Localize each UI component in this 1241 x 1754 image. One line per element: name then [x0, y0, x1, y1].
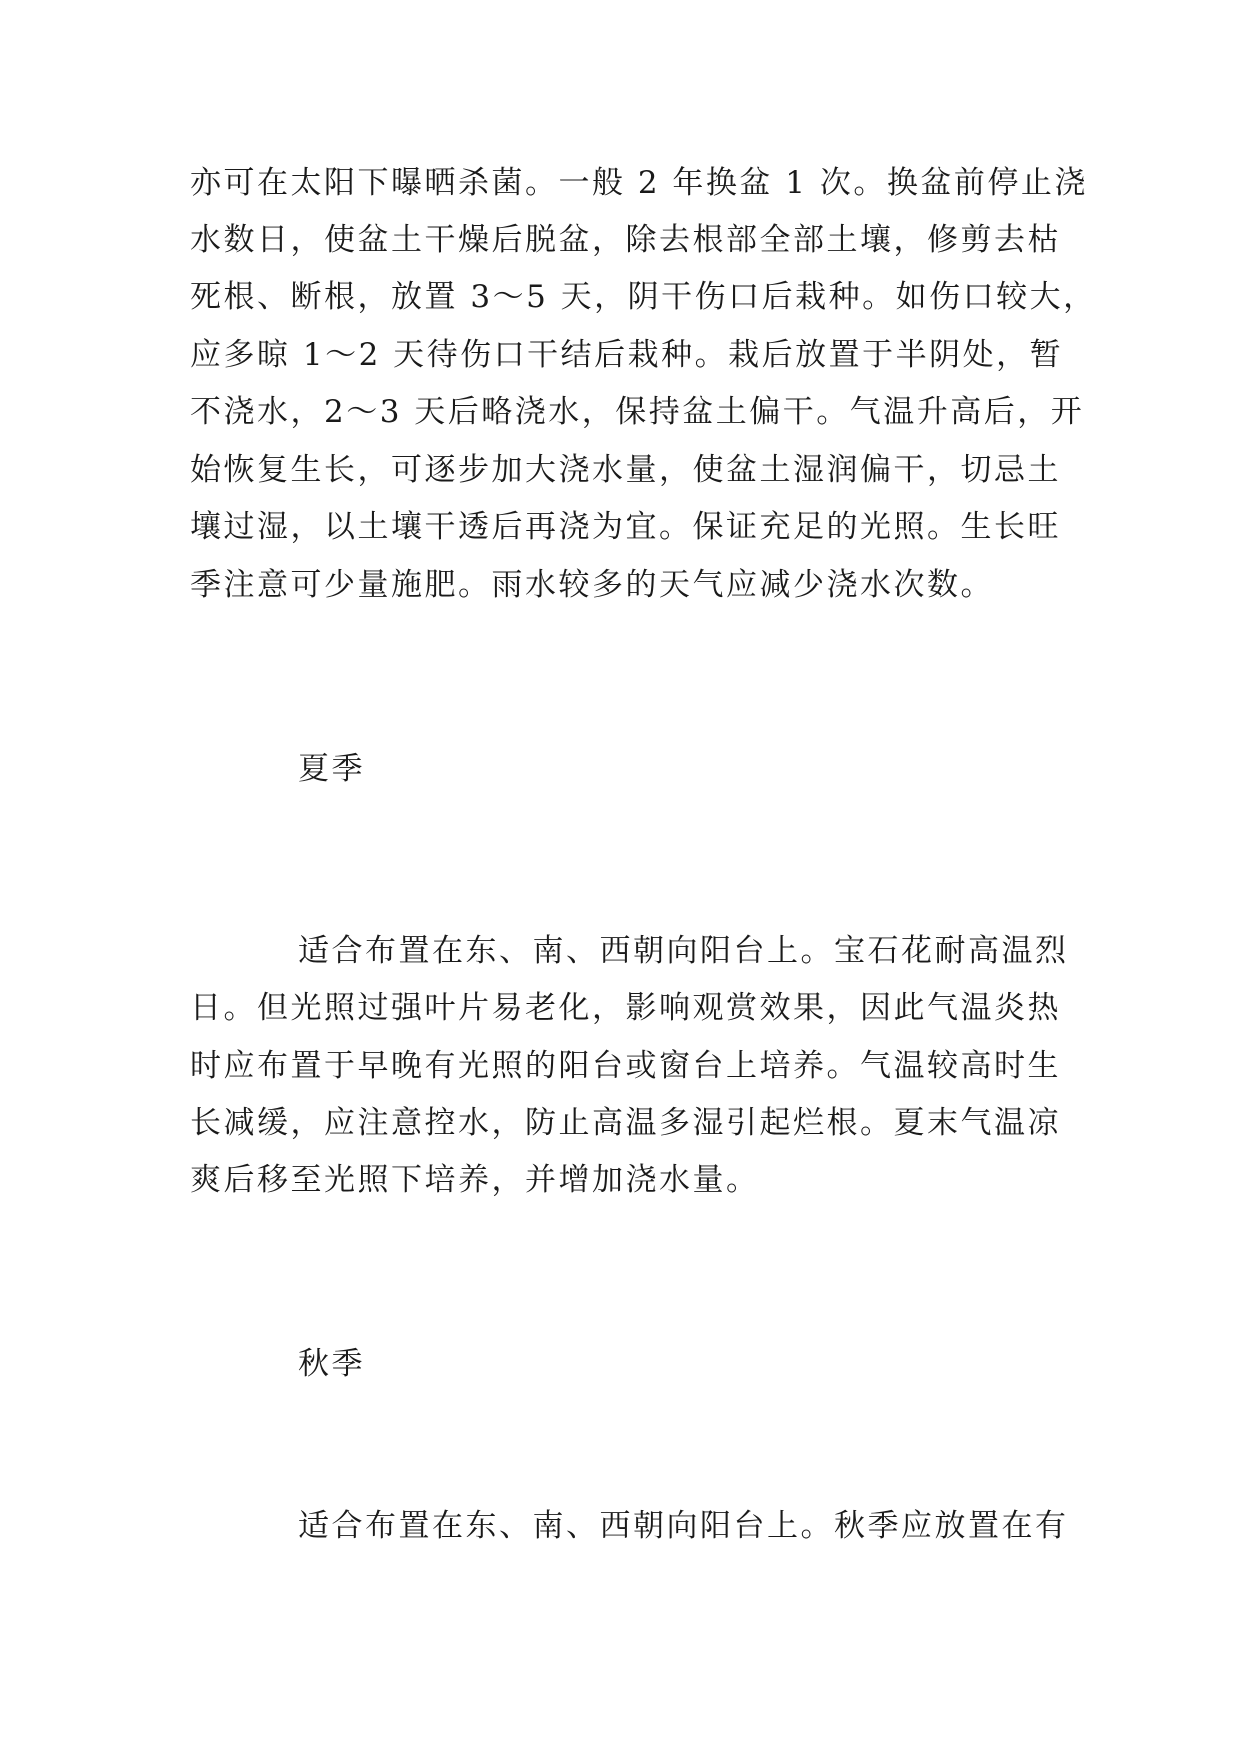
text-line: 适合布置在东、南、西朝向阳台上。秋季应放置在有: [298, 1508, 1069, 1544]
text-line: 日。但光照过强叶片易老化，影响观赏效果，因此气温炎热: [190, 990, 1061, 1026]
text-line: 死根、断根，放置 3～5 天，阴干伤口后栽种。如伤口较大，: [190, 279, 1097, 315]
text-line: 长减缓，应注意控水，防止高温多湿引起烂根。夏末气温凉: [190, 1105, 1061, 1141]
text-line: 应多晾 1～2 天待伤口干结后栽种。栽后放置于半阴处，暂: [190, 337, 1064, 373]
text-line: 始恢复生长，可逐步加大浇水量，使盆土湿润偏干，切忌土: [190, 452, 1061, 488]
text-line: 季注意可少量施肥。雨水较多的天气应减少浇水次数。: [190, 567, 994, 603]
text-line: 适合布置在东、南、西朝向阳台上。宝石花耐高温烈: [298, 933, 1069, 969]
text-line: 不浇水，2～3 天后略浇水，保持盆土偏干。气温升高后，开: [190, 394, 1085, 430]
section-heading-autumn: 秋季: [298, 1346, 365, 1382]
text-line: 壤过湿，以土壤干透后再浇为宜。保证充足的光照。生长旺: [190, 509, 1061, 545]
text-line: 水数日，使盆土干燥后脱盆，除去根部全部土壤，修剪去枯: [190, 222, 1061, 258]
text-line: 时应布置于早晚有光照的阳台或窗台上培养。气温较高时生: [190, 1048, 1061, 1084]
section-heading-summer: 夏季: [298, 751, 365, 787]
text-line: 爽后移至光照下培养，并增加浇水量。: [190, 1162, 760, 1198]
text-line: 亦可在太阳下曝晒杀菌。一般 2 年换盆 1 次。换盆前停止浇: [190, 165, 1088, 201]
